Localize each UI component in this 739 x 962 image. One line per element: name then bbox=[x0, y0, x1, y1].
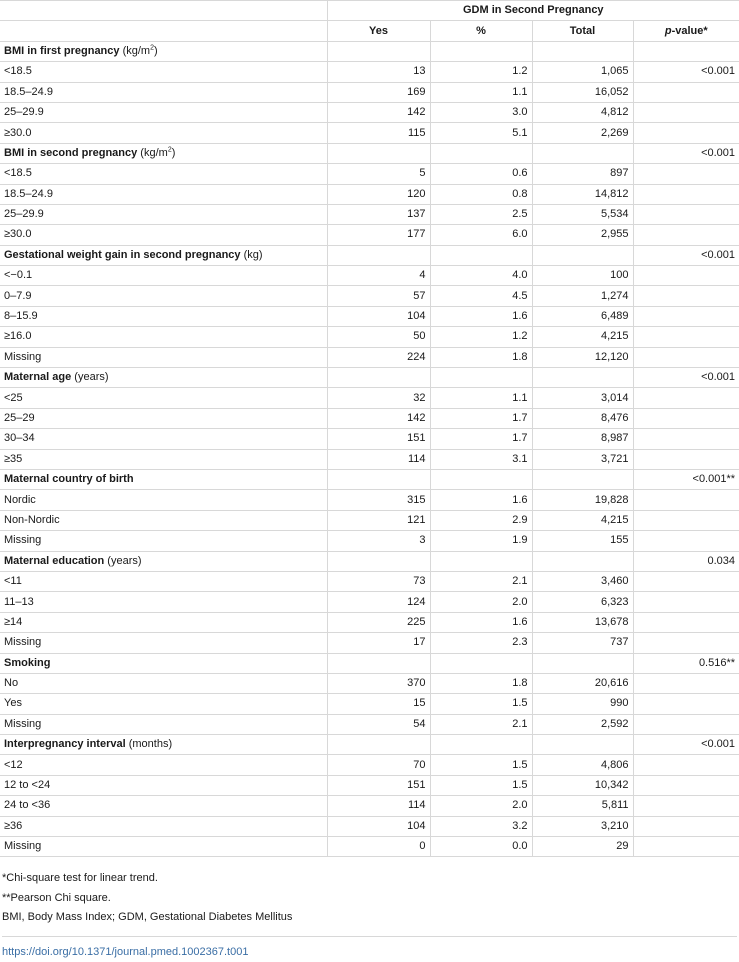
row-percent: 1.7 bbox=[430, 429, 532, 449]
doi-link[interactable]: https://doi.org/10.1371/journal.pmed.1002367.t001 bbox=[2, 945, 249, 958]
footnote-3: BMI, Body Mass Index; GDM, Gestational Diabetes Mellitus bbox=[2, 911, 293, 924]
row-yes-count: 0 bbox=[327, 837, 430, 857]
row-total: 4,812 bbox=[532, 102, 633, 122]
row-total: 12,120 bbox=[532, 347, 633, 367]
row-pvalue bbox=[633, 286, 739, 306]
section-title-bold: Maternal age bbox=[4, 371, 72, 384]
row-percent: 2.1 bbox=[430, 714, 532, 734]
table-row bbox=[0, 102, 739, 122]
table-row bbox=[0, 408, 739, 428]
section-header-row bbox=[0, 735, 739, 755]
section-empty-yes bbox=[327, 368, 430, 388]
row-label: <25 bbox=[0, 388, 327, 408]
row-label: 12 to <24 bbox=[0, 775, 327, 795]
row-label: 25–29 bbox=[0, 408, 327, 428]
header-col-pvalue-rest: -value* bbox=[671, 24, 708, 37]
row-label: 24 to <36 bbox=[0, 796, 327, 816]
row-label: 8–15.9 bbox=[0, 306, 327, 326]
row-percent: 3.0 bbox=[430, 102, 532, 122]
row-label: 25–29.9 bbox=[0, 102, 327, 122]
row-label: Yes bbox=[0, 694, 327, 714]
section-header-row bbox=[0, 143, 739, 163]
row-yes-count: 104 bbox=[327, 816, 430, 836]
row-label: <−0.1 bbox=[0, 266, 327, 286]
header-group-label: GDM in Second Pregnancy bbox=[327, 1, 739, 21]
row-pvalue bbox=[633, 490, 739, 510]
row-label: Missing bbox=[0, 531, 327, 551]
row-pvalue bbox=[633, 327, 739, 347]
row-yes-count: 4 bbox=[327, 266, 430, 286]
section-empty-total bbox=[532, 41, 633, 61]
section-empty-yes bbox=[327, 735, 430, 755]
row-percent: 1.5 bbox=[430, 775, 532, 795]
row-pvalue bbox=[633, 571, 739, 591]
section-title-unit: (kg/m bbox=[137, 146, 168, 159]
row-yes-count: 5 bbox=[327, 164, 430, 184]
row-pvalue bbox=[633, 204, 739, 224]
table-row bbox=[0, 388, 739, 408]
row-total: 990 bbox=[532, 694, 633, 714]
section-empty-pct bbox=[430, 653, 532, 673]
row-percent: 3.2 bbox=[430, 816, 532, 836]
row-percent: 6.0 bbox=[430, 225, 532, 245]
row-total: 1,274 bbox=[532, 286, 633, 306]
row-yes-count: 54 bbox=[327, 714, 430, 734]
section-pvalue: <0.001** bbox=[633, 469, 739, 489]
section-pvalue bbox=[633, 41, 739, 61]
row-yes-count: 151 bbox=[327, 775, 430, 795]
row-percent: 0.8 bbox=[430, 184, 532, 204]
row-pvalue bbox=[633, 714, 739, 734]
row-pvalue bbox=[633, 694, 739, 714]
section-header-row bbox=[0, 469, 739, 489]
row-yes-count: 17 bbox=[327, 633, 430, 653]
section-title bbox=[0, 368, 327, 388]
row-yes-count: 114 bbox=[327, 796, 430, 816]
row-label: No bbox=[0, 673, 327, 693]
table-row bbox=[0, 775, 739, 795]
row-label: ≥30.0 bbox=[0, 123, 327, 143]
row-yes-count: 13 bbox=[327, 62, 430, 82]
section-title-bold: Maternal education bbox=[4, 554, 105, 567]
row-total: 3,460 bbox=[532, 571, 633, 591]
row-percent: 0.6 bbox=[430, 164, 532, 184]
row-label: <18.5 bbox=[0, 164, 327, 184]
row-pvalue bbox=[633, 510, 739, 530]
row-yes-count: 32 bbox=[327, 388, 430, 408]
row-label: ≥36 bbox=[0, 816, 327, 836]
row-label: 18.5–24.9 bbox=[0, 184, 327, 204]
section-pvalue: <0.001 bbox=[633, 245, 739, 265]
section-title-unit: (years) bbox=[104, 554, 142, 567]
row-yes-count: 124 bbox=[327, 592, 430, 612]
row-yes-count: 142 bbox=[327, 102, 430, 122]
row-yes-count: 121 bbox=[327, 510, 430, 530]
row-total: 8,476 bbox=[532, 408, 633, 428]
table-row bbox=[0, 347, 739, 367]
row-percent: 5.1 bbox=[430, 123, 532, 143]
row-percent: 4.0 bbox=[430, 266, 532, 286]
section-title-bold: Interpregnancy interval bbox=[4, 738, 126, 751]
row-total: 6,489 bbox=[532, 306, 633, 326]
row-total: 10,342 bbox=[532, 775, 633, 795]
row-yes-count: 177 bbox=[327, 225, 430, 245]
table-row bbox=[0, 796, 739, 816]
section-title bbox=[0, 245, 327, 265]
row-pvalue bbox=[633, 266, 739, 286]
table-row bbox=[0, 714, 739, 734]
row-label: <12 bbox=[0, 755, 327, 775]
row-yes-count: 115 bbox=[327, 123, 430, 143]
section-title bbox=[0, 143, 327, 163]
row-yes-count: 224 bbox=[327, 347, 430, 367]
footnote-1: *Chi-square test for linear trend. bbox=[2, 872, 158, 885]
row-percent: 2.0 bbox=[430, 592, 532, 612]
section-empty-total bbox=[532, 653, 633, 673]
row-percent: 4.5 bbox=[430, 286, 532, 306]
row-pvalue bbox=[633, 306, 739, 326]
row-total: 3,721 bbox=[532, 449, 633, 469]
row-percent: 1.1 bbox=[430, 82, 532, 102]
section-empty-pct bbox=[430, 368, 532, 388]
row-label: <18.5 bbox=[0, 62, 327, 82]
row-total: 6,323 bbox=[532, 592, 633, 612]
header-col-total: Total bbox=[532, 21, 633, 41]
row-total: 5,811 bbox=[532, 796, 633, 816]
section-header-row bbox=[0, 551, 739, 571]
table-row bbox=[0, 694, 739, 714]
section-title-superscript: 2 bbox=[150, 44, 154, 52]
row-label: Missing bbox=[0, 714, 327, 734]
row-yes-count: 120 bbox=[327, 184, 430, 204]
row-total: 13,678 bbox=[532, 612, 633, 632]
row-total: 20,616 bbox=[532, 673, 633, 693]
row-percent: 1.9 bbox=[430, 531, 532, 551]
section-title-unit: (years) bbox=[71, 371, 109, 384]
row-percent: 0.0 bbox=[430, 837, 532, 857]
row-label: Missing bbox=[0, 347, 327, 367]
row-percent: 2.3 bbox=[430, 633, 532, 653]
table-row bbox=[0, 82, 739, 102]
section-title-bold: Smoking bbox=[4, 656, 51, 669]
section-title-unit: (kg/m bbox=[119, 44, 151, 57]
row-label: 25–29.9 bbox=[0, 204, 327, 224]
section-empty-total bbox=[532, 551, 633, 571]
row-pvalue bbox=[633, 164, 739, 184]
header-group-row bbox=[0, 1, 739, 21]
row-percent: 1.8 bbox=[430, 347, 532, 367]
section-pvalue: <0.001 bbox=[633, 143, 739, 163]
row-pvalue bbox=[633, 408, 739, 428]
row-total: 5,534 bbox=[532, 204, 633, 224]
row-yes-count: 114 bbox=[327, 449, 430, 469]
row-pvalue bbox=[633, 837, 739, 857]
section-empty-yes bbox=[327, 245, 430, 265]
row-total: 2,592 bbox=[532, 714, 633, 734]
row-pvalue bbox=[633, 184, 739, 204]
table-footer bbox=[0, 857, 739, 962]
row-percent: 2.1 bbox=[430, 571, 532, 591]
row-percent: 1.6 bbox=[430, 306, 532, 326]
section-empty-pct bbox=[430, 245, 532, 265]
row-label: Nordic bbox=[0, 490, 327, 510]
section-empty-yes bbox=[327, 551, 430, 571]
row-total: 3,014 bbox=[532, 388, 633, 408]
row-pvalue bbox=[633, 531, 739, 551]
table-row bbox=[0, 755, 739, 775]
section-title-bold: BMI in first pregnancy bbox=[4, 44, 120, 57]
section-title bbox=[0, 469, 327, 489]
table-row bbox=[0, 225, 739, 245]
table-row bbox=[0, 266, 739, 286]
table-row bbox=[0, 449, 739, 469]
row-yes-count: 142 bbox=[327, 408, 430, 428]
row-yes-count: 225 bbox=[327, 612, 430, 632]
row-total: 3,210 bbox=[532, 816, 633, 836]
table-row bbox=[0, 490, 739, 510]
row-total: 14,812 bbox=[532, 184, 633, 204]
row-percent: 1.7 bbox=[430, 408, 532, 428]
section-header-row bbox=[0, 245, 739, 265]
row-total: 897 bbox=[532, 164, 633, 184]
row-pvalue bbox=[633, 123, 739, 143]
row-total: 2,955 bbox=[532, 225, 633, 245]
row-percent: 3.1 bbox=[430, 449, 532, 469]
row-pvalue bbox=[633, 755, 739, 775]
header-col-pvalue bbox=[633, 21, 739, 41]
table-row bbox=[0, 612, 739, 632]
table-row bbox=[0, 204, 739, 224]
row-yes-count: 370 bbox=[327, 673, 430, 693]
row-label: 11–13 bbox=[0, 592, 327, 612]
row-percent: 1.6 bbox=[430, 612, 532, 632]
header-col-yes: Yes bbox=[327, 21, 430, 41]
row-percent: 1.1 bbox=[430, 388, 532, 408]
section-empty-total bbox=[532, 469, 633, 489]
table-row bbox=[0, 571, 739, 591]
table-body bbox=[0, 41, 739, 857]
header-columns-row bbox=[0, 21, 739, 41]
header-col-pvalue-italic: p bbox=[664, 24, 672, 37]
row-pvalue bbox=[633, 592, 739, 612]
row-yes-count: 57 bbox=[327, 286, 430, 306]
table-row bbox=[0, 62, 739, 82]
row-label: ≥30.0 bbox=[0, 225, 327, 245]
table-row bbox=[0, 286, 739, 306]
section-title-bold: BMI in second pregnancy bbox=[4, 146, 138, 159]
table-row bbox=[0, 673, 739, 693]
section-empty-total bbox=[532, 735, 633, 755]
header-empty-cell bbox=[0, 21, 327, 41]
section-title-unit: (months) bbox=[125, 738, 173, 751]
header-col-pct: % bbox=[430, 21, 532, 41]
section-pvalue: <0.001 bbox=[633, 735, 739, 755]
section-header-row bbox=[0, 653, 739, 673]
row-percent: 1.2 bbox=[430, 62, 532, 82]
table-row bbox=[0, 429, 739, 449]
section-title bbox=[0, 653, 327, 673]
footnote-2: **Pearson Chi square. bbox=[2, 891, 111, 904]
section-empty-yes bbox=[327, 469, 430, 489]
row-pvalue bbox=[633, 796, 739, 816]
section-empty-yes bbox=[327, 143, 430, 163]
row-pvalue bbox=[633, 102, 739, 122]
row-percent: 1.5 bbox=[430, 755, 532, 775]
row-total: 4,215 bbox=[532, 327, 633, 347]
row-total: 4,215 bbox=[532, 510, 633, 530]
table-row bbox=[0, 592, 739, 612]
row-yes-count: 315 bbox=[327, 490, 430, 510]
row-pvalue bbox=[633, 673, 739, 693]
row-percent: 1.8 bbox=[430, 673, 532, 693]
section-empty-yes bbox=[327, 653, 430, 673]
row-pvalue bbox=[633, 633, 739, 653]
table-row bbox=[0, 184, 739, 204]
row-pvalue bbox=[633, 388, 739, 408]
row-total: 100 bbox=[532, 266, 633, 286]
section-header-row bbox=[0, 41, 739, 61]
doi-container bbox=[2, 936, 737, 962]
row-pvalue bbox=[633, 225, 739, 245]
row-total: 737 bbox=[532, 633, 633, 653]
row-total: 4,806 bbox=[532, 755, 633, 775]
row-yes-count: 50 bbox=[327, 327, 430, 347]
row-total: 8,987 bbox=[532, 429, 633, 449]
row-label: 18.5–24.9 bbox=[0, 82, 327, 102]
section-title bbox=[0, 551, 327, 571]
row-percent: 2.0 bbox=[430, 796, 532, 816]
row-yes-count: 104 bbox=[327, 306, 430, 326]
row-yes-count: 70 bbox=[327, 755, 430, 775]
row-yes-count: 3 bbox=[327, 531, 430, 551]
row-pvalue bbox=[633, 347, 739, 367]
section-empty-pct bbox=[430, 469, 532, 489]
section-empty-pct bbox=[430, 41, 532, 61]
table-row bbox=[0, 633, 739, 653]
row-percent: 2.5 bbox=[430, 204, 532, 224]
row-total: 19,828 bbox=[532, 490, 633, 510]
row-total: 1,065 bbox=[532, 62, 633, 82]
row-pvalue bbox=[633, 429, 739, 449]
row-percent: 1.6 bbox=[430, 490, 532, 510]
row-label: 0–7.9 bbox=[0, 286, 327, 306]
section-title-unit: (kg) bbox=[240, 248, 263, 261]
table-row bbox=[0, 837, 739, 857]
row-label: 30–34 bbox=[0, 429, 327, 449]
row-label: <11 bbox=[0, 571, 327, 591]
row-percent: 1.5 bbox=[430, 694, 532, 714]
section-pvalue: <0.001 bbox=[633, 368, 739, 388]
row-percent: 1.2 bbox=[430, 327, 532, 347]
section-empty-total bbox=[532, 245, 633, 265]
row-total: 2,269 bbox=[532, 123, 633, 143]
row-total: 155 bbox=[532, 531, 633, 551]
section-header-row bbox=[0, 368, 739, 388]
section-title bbox=[0, 735, 327, 755]
table-row bbox=[0, 327, 739, 347]
row-label: ≥14 bbox=[0, 612, 327, 632]
row-yes-count: 15 bbox=[327, 694, 430, 714]
row-yes-count: 169 bbox=[327, 82, 430, 102]
section-pvalue: 0.516** bbox=[633, 653, 739, 673]
row-yes-count: 73 bbox=[327, 571, 430, 591]
row-label: ≥35 bbox=[0, 449, 327, 469]
section-title-close: ) bbox=[154, 44, 158, 57]
table-row bbox=[0, 531, 739, 551]
section-title-superscript: 2 bbox=[167, 146, 172, 154]
section-title bbox=[0, 41, 327, 61]
section-empty-pct bbox=[430, 551, 532, 571]
row-pvalue bbox=[633, 449, 739, 469]
row-yes-count: 137 bbox=[327, 204, 430, 224]
section-title-bold: Maternal country of birth bbox=[4, 473, 134, 486]
table-row bbox=[0, 306, 739, 326]
table-row bbox=[0, 510, 739, 530]
section-title-bold: Gestational weight gain in second pregnancy bbox=[4, 248, 241, 261]
row-yes-count: 151 bbox=[327, 429, 430, 449]
table-row bbox=[0, 164, 739, 184]
row-label: Missing bbox=[0, 633, 327, 653]
section-empty-total bbox=[532, 143, 633, 163]
row-label: ≥16.0 bbox=[0, 327, 327, 347]
section-empty-yes bbox=[327, 41, 430, 61]
row-pvalue bbox=[633, 82, 739, 102]
row-total: 29 bbox=[532, 837, 633, 857]
row-label: Missing bbox=[0, 837, 327, 857]
row-label: Non-Nordic bbox=[0, 510, 327, 530]
row-pvalue bbox=[633, 816, 739, 836]
row-percent: 2.9 bbox=[430, 510, 532, 530]
section-empty-total bbox=[532, 368, 633, 388]
section-empty-pct bbox=[430, 735, 532, 755]
header-empty-cell bbox=[0, 1, 327, 21]
table-row bbox=[0, 123, 739, 143]
row-pvalue: <0.001 bbox=[633, 62, 739, 82]
row-total: 16,052 bbox=[532, 82, 633, 102]
row-pvalue bbox=[633, 612, 739, 632]
section-empty-pct bbox=[430, 143, 532, 163]
section-pvalue: 0.034 bbox=[633, 551, 739, 571]
section-title-close: ) bbox=[171, 146, 176, 159]
row-pvalue bbox=[633, 775, 739, 795]
table-row bbox=[0, 816, 739, 836]
